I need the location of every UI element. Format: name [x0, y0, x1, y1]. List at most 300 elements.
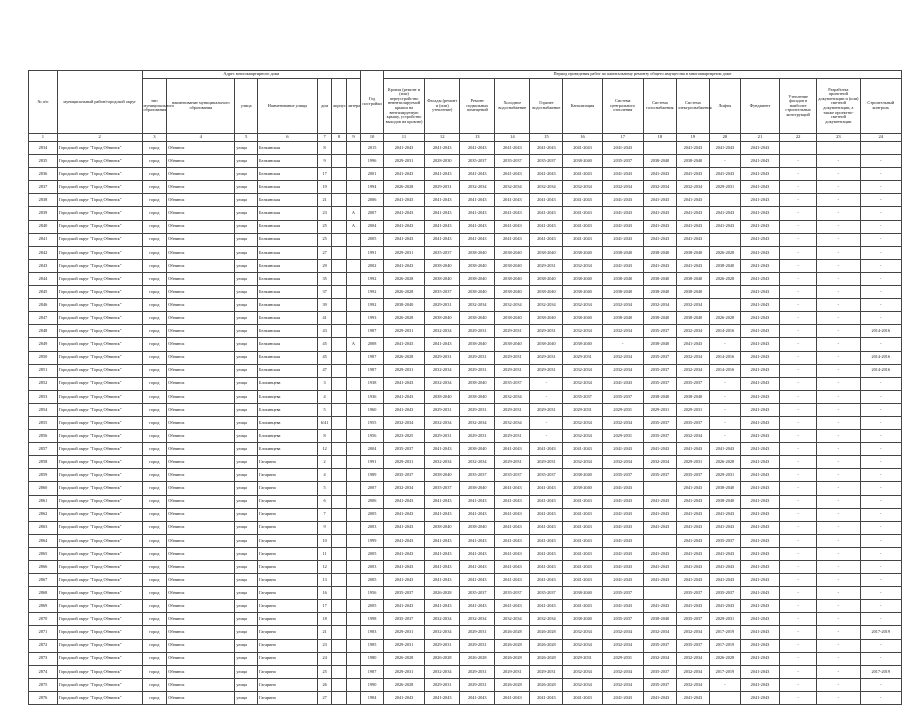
table-cell: 2029-2031 [460, 639, 495, 652]
table-cell: 2041-2043 [676, 521, 709, 534]
column-header: Разработка проектной документации и (или) сметной документации, а также проектно-сметной документации [817, 79, 860, 134]
table-cell: 2041-2043 [383, 691, 424, 704]
table-cell: 2845 [29, 286, 58, 299]
table-cell: Блохинцева [258, 430, 318, 443]
table-cell: 2026-2028 [383, 312, 424, 325]
table-cell: 2032-2034 [643, 299, 676, 312]
table-cell: 2041-2043 [425, 338, 460, 351]
table-cell: - [709, 338, 740, 351]
table-cell: 2032-2034 [563, 456, 602, 469]
table-cell: - [817, 600, 860, 613]
table-cell [709, 233, 740, 246]
table-cell: Гагарина [258, 691, 318, 704]
table-cell [332, 220, 346, 233]
table-cell: - [780, 351, 817, 364]
table-cell: 2029-2031 [530, 456, 563, 469]
table-cell: 2035-2037 [643, 678, 676, 691]
table-cell: - [780, 469, 817, 482]
table-cell: 2041-2043 [460, 561, 495, 574]
table-cell: - [817, 220, 860, 233]
table-row [29, 430, 902, 443]
table-cell [346, 665, 360, 678]
table-cell: 2026-2028 [383, 272, 424, 285]
table-cell: 11 [317, 547, 331, 560]
table-cell: 2041-2043 [740, 495, 779, 508]
table-cell: 2041-2043 [425, 220, 460, 233]
table-cell [346, 652, 360, 665]
table-cell: 2859 [29, 469, 58, 482]
table-cell: 2032-2034 [460, 613, 495, 626]
table-cell: 1956 [361, 430, 384, 443]
table-row [29, 691, 902, 704]
table-cell: 45 [317, 338, 331, 351]
table-cell [332, 181, 346, 194]
table-cell: 2041-2043 [602, 220, 643, 233]
table-cell: - [780, 482, 817, 495]
table-cell: 2038-2040 [676, 246, 709, 259]
table-cell: 2029-2031 [530, 325, 563, 338]
table-cell: улица [235, 390, 258, 403]
table-cell: 2029-2031 [709, 613, 740, 626]
table-cell: город [142, 416, 167, 429]
table-cell: улица [235, 587, 258, 600]
table-cell [346, 495, 360, 508]
table-cell [346, 142, 360, 155]
table-cell: 2041-2043 [740, 430, 779, 443]
table-cell: 2041-2043 [602, 482, 643, 495]
table-cell: 2041-2043 [460, 534, 495, 547]
table-cell: - [530, 377, 563, 390]
table-cell: Обнинск [167, 600, 235, 613]
table-cell: - [817, 325, 860, 338]
table-cell: - [860, 600, 901, 613]
table-cell: улица [235, 521, 258, 534]
table-cell: - [817, 416, 860, 429]
table-cell: 2032-2034 [602, 364, 643, 377]
table-cell: улица [235, 416, 258, 429]
table-cell: - [860, 259, 901, 272]
table-cell: Белкинская [258, 299, 318, 312]
table-cell [346, 181, 360, 194]
table-cell: 2026-2028 [530, 626, 563, 639]
table-cell: 2041-2043 [383, 220, 424, 233]
table-cell: - [817, 443, 860, 456]
table-cell: - [780, 246, 817, 259]
table-cell: Гагарина [258, 561, 318, 574]
table-cell: - [860, 403, 901, 416]
table-cell: Гагарина [258, 521, 318, 534]
table-cell: 2029-2031 [530, 665, 563, 678]
table-cell: 2041-2043 [740, 443, 779, 456]
table-cell: 2041-2043 [740, 521, 779, 534]
table-cell: улица [235, 613, 258, 626]
table-cell: 2005 [361, 233, 384, 246]
table-cell: улица [235, 600, 258, 613]
table-cell: - [860, 168, 901, 181]
table-cell: 2041-2043 [740, 272, 779, 285]
column-number-cell: 5 [235, 134, 258, 142]
table-cell: 2032-2034 [530, 181, 563, 194]
table-cell: 2870 [29, 613, 58, 626]
table-cell [643, 534, 676, 547]
table-cell: 5 [317, 482, 331, 495]
table-cell: 2015 [361, 142, 384, 155]
table-cell: 2035-2037 [676, 377, 709, 390]
table-cell: 2855 [29, 416, 58, 429]
table-cell: улица [235, 194, 258, 207]
table-cell: 2041-2043 [709, 600, 740, 613]
table-cell: город [142, 600, 167, 613]
column-number-cell: 18 [643, 134, 676, 142]
table-cell: 1938 [361, 377, 384, 390]
table-cell: 2041-2043 [530, 482, 563, 495]
table-cell [346, 456, 360, 469]
table-cell: город [142, 691, 167, 704]
table-cell: 2032-2034 [425, 613, 460, 626]
table-cell: 2041-2043 [563, 495, 602, 508]
table-cell: Гагарина [258, 652, 318, 665]
table-cell: 2003 [361, 561, 384, 574]
table-cell: 2038-2040 [643, 286, 676, 299]
table-cell: 2029-2031 [425, 430, 460, 443]
table-cell: - [780, 547, 817, 560]
table-row [29, 639, 902, 652]
table-cell: Гагарина [258, 613, 318, 626]
table-cell: Городской округ "Город Обнинск" [57, 155, 142, 168]
table-cell: Гагарина [258, 456, 318, 469]
table-cell: 2038-2040 [425, 312, 460, 325]
table-cell: 2876 [29, 691, 58, 704]
table-cell: 2032-2034 [495, 416, 530, 429]
table-cell: Белкинская [258, 168, 318, 181]
table-cell: 2032-2034 [563, 416, 602, 429]
table-cell: 2035-2037 [530, 469, 563, 482]
table-cell: Белкинская [258, 286, 318, 299]
table-cell: - [817, 587, 860, 600]
table-cell: город [142, 547, 167, 560]
table-cell: Обнинск [167, 665, 235, 678]
table-cell: Обнинск [167, 626, 235, 639]
table-cell: 2041-2043 [460, 547, 495, 560]
table-cell: Гагарина [258, 626, 318, 639]
table-cell: Городской округ "Город Обнинск" [57, 194, 142, 207]
table-cell: 2041-2043 [709, 142, 740, 155]
table-cell: - [817, 456, 860, 469]
table-cell: город [142, 312, 167, 325]
table-cell: - [780, 626, 817, 639]
table-cell: 21 [317, 626, 331, 639]
table-cell [332, 168, 346, 181]
table-cell: Обнинск [167, 443, 235, 456]
table-row [29, 482, 902, 495]
table-cell: город [142, 194, 167, 207]
table-cell [346, 272, 360, 285]
table-cell: 2029-2031 [460, 364, 495, 377]
table-cell: 2038-2040 [602, 312, 643, 325]
table-cell: 2038-2040 [602, 246, 643, 259]
table-cell: 2041-2043 [709, 561, 740, 574]
table-cell: 2041-2043 [495, 600, 530, 613]
table-cell: город [142, 181, 167, 194]
table-cell: 2032-2034 [425, 626, 460, 639]
table-cell: - [860, 220, 901, 233]
table-cell: 2041-2043 [740, 142, 779, 155]
table-cell: 2041-2043 [383, 508, 424, 521]
column-number-cell: 4 [167, 134, 235, 142]
table-cell: - [817, 377, 860, 390]
column-header: наименование муниципального образования [167, 79, 235, 134]
table-cell [332, 574, 346, 587]
table-cell: Обнинск [167, 194, 235, 207]
table-cell: 2038-2040 [563, 272, 602, 285]
table-cell: 2038-2040 [676, 155, 709, 168]
table-cell: - [709, 678, 740, 691]
table-cell: - [860, 312, 901, 325]
table-cell: 2041-2043 [740, 220, 779, 233]
table-cell: улица [235, 626, 258, 639]
table-cell: 2041-2043 [425, 574, 460, 587]
table-cell: 39 [317, 299, 331, 312]
table-cell [332, 691, 346, 704]
table-cell: город [142, 652, 167, 665]
table-cell: 2017-2019 [709, 665, 740, 678]
table-cell: - [780, 691, 817, 704]
table-cell: 2029-2031 [460, 678, 495, 691]
table-cell: 2041-2043 [740, 678, 779, 691]
table-cell: - [780, 495, 817, 508]
table-cell: Городской округ "Город Обнинск" [57, 390, 142, 403]
table-cell: 2038-2040 [495, 246, 530, 259]
table-cell: 2032-2034 [530, 299, 563, 312]
table-cell [346, 613, 360, 626]
table-cell: - [860, 416, 901, 429]
table-cell: 2041-2043 [740, 194, 779, 207]
table-cell: 2035-2037 [425, 286, 460, 299]
table-cell: 2029-2031 [709, 181, 740, 194]
column-header: Система электроснабжения [676, 79, 709, 134]
table-cell: 2032-2034 [602, 351, 643, 364]
table-cell: 2041-2043 [740, 312, 779, 325]
table-cell: Обнинск [167, 430, 235, 443]
table-cell: Городской округ "Город Обнинск" [57, 299, 142, 312]
table-cell: 2038-2040 [643, 155, 676, 168]
table-cell: улица [235, 155, 258, 168]
table-cell: 2041-2043 [643, 691, 676, 704]
table-cell: улица [235, 364, 258, 377]
table-cell [332, 286, 346, 299]
table-cell [332, 246, 346, 259]
table-row [29, 678, 902, 691]
table-cell: 2041-2043 [643, 233, 676, 246]
table-cell: 27 [317, 691, 331, 704]
table-cell: 2029-2031 [495, 364, 530, 377]
table-cell: Городской округ "Город Обнинск" [57, 220, 142, 233]
table-cell [346, 534, 360, 547]
table-cell: Городской округ "Город Обнинск" [57, 181, 142, 194]
table-cell: 2026-2028 [709, 246, 740, 259]
table-cell: Белкинская [258, 364, 318, 377]
table-cell: Городской округ "Город Обнинск" [57, 652, 142, 665]
table-cell [332, 233, 346, 246]
table-cell: 2041-2043 [425, 691, 460, 704]
table-cell [346, 377, 360, 390]
table-cell: 8 [317, 430, 331, 443]
table-cell: город [142, 338, 167, 351]
table-cell: Обнинск [167, 168, 235, 181]
table-cell: город [142, 469, 167, 482]
table-cell: 2035-2037 [495, 587, 530, 600]
table-cell: 2038-2040 [563, 155, 602, 168]
column-header: Горячее водоснабжение [530, 79, 563, 134]
table-cell: Обнинск [167, 272, 235, 285]
table-cell: А [346, 338, 360, 351]
table-cell: 1955 [361, 416, 384, 429]
table-cell: 2038-2040 [460, 259, 495, 272]
table-cell: 2041-2043 [643, 443, 676, 456]
table-cell: 2848 [29, 325, 58, 338]
table-cell: 2041-2043 [460, 495, 495, 508]
table-cell: - [780, 534, 817, 547]
table-cell: 2041-2043 [563, 207, 602, 220]
table-cell: 2041-2043 [740, 639, 779, 652]
table-cell: 2035-2037 [383, 613, 424, 626]
table-cell [332, 508, 346, 521]
table-cell: 2032-2034 [676, 299, 709, 312]
table-cell: Городской округ "Город Обнинск" [57, 456, 142, 469]
table-cell: 2041-2043 [643, 574, 676, 587]
table-row [29, 155, 902, 168]
table-cell: 2038-2040 [643, 272, 676, 285]
table-cell: - [780, 521, 817, 534]
table-cell [780, 142, 817, 155]
table-cell: Гагарина [258, 469, 318, 482]
table-cell: Обнинск [167, 652, 235, 665]
table-cell: Обнинск [167, 534, 235, 547]
table-cell: 2041-2043 [740, 665, 779, 678]
table-cell: 8 [317, 142, 331, 155]
column-number-cell: 16 [563, 134, 602, 142]
table-cell: 2872 [29, 639, 58, 652]
table-cell: Белкинская [258, 181, 318, 194]
table-cell: 2041-2043 [676, 691, 709, 704]
table-cell: 2041-2043 [602, 142, 643, 155]
table-cell: Обнинск [167, 155, 235, 168]
table-cell: - [780, 299, 817, 312]
table-cell: Городской округ "Город Обнинск" [57, 574, 142, 587]
table-cell [346, 547, 360, 560]
table-cell: 2038-2040 [563, 246, 602, 259]
table-cell: улица [235, 508, 258, 521]
column-header: Фундамент [740, 79, 779, 134]
table-cell: 2035-2037 [643, 639, 676, 652]
table-cell: 17 [317, 600, 331, 613]
table-cell: 2041-2043 [495, 168, 530, 181]
table-row [29, 587, 902, 600]
table-cell: город [142, 233, 167, 246]
table-cell [332, 547, 346, 560]
table-cell: 2041-2043 [602, 691, 643, 704]
table-cell: 17 [317, 168, 331, 181]
table-cell: 2026-2028 [460, 652, 495, 665]
table-cell: 37 [317, 286, 331, 299]
table-cell: 2032-2034 [602, 678, 643, 691]
table-cell [346, 639, 360, 652]
table-cell: 1991 [361, 246, 384, 259]
table-cell: улица [235, 259, 258, 272]
column-header: литера [346, 79, 360, 134]
table-cell: 2035-2037 [530, 155, 563, 168]
table-cell: 2041-2043 [602, 547, 643, 560]
table-cell: - [860, 469, 901, 482]
table-cell: 2005 [361, 547, 384, 560]
table-cell: улица [235, 469, 258, 482]
table-cell: Обнинск [167, 547, 235, 560]
table-cell: 2038-2040 [460, 312, 495, 325]
header-row [29, 79, 902, 134]
table-cell: 2029-2031 [495, 351, 530, 364]
table-cell: - [817, 338, 860, 351]
table-cell: 2041-2043 [740, 338, 779, 351]
table-cell: 1987 [361, 351, 384, 364]
table-cell [332, 155, 346, 168]
table-cell: город [142, 678, 167, 691]
table-cell: 2032-2034 [676, 652, 709, 665]
table-cell: 13 [317, 574, 331, 587]
table-cell: - [602, 338, 643, 351]
table-row [29, 207, 902, 220]
table-cell [332, 678, 346, 691]
table-cell: Городской округ "Город Обнинск" [57, 259, 142, 272]
table-cell: 2003 [361, 521, 384, 534]
table-cell [346, 364, 360, 377]
table-cell: 2038-2040 [460, 482, 495, 495]
table-cell: 2032-2034 [425, 416, 460, 429]
table-cell: 2041-2043 [740, 613, 779, 626]
table-cell: улица [235, 325, 258, 338]
table-cell: город [142, 574, 167, 587]
table-cell: Городской округ "Город Обнинск" [57, 639, 142, 652]
table-cell: улица [235, 246, 258, 259]
table-cell: 2041-2043 [676, 194, 709, 207]
table-cell: 2032-2034 [602, 325, 643, 338]
table-cell: 2038-2040 [602, 286, 643, 299]
address-group-header: Адрес многоквартирного дома [142, 71, 361, 79]
table-cell: 2041-2043 [425, 142, 460, 155]
table-cell: 2838 [29, 194, 58, 207]
column-number-cell: 3 [142, 134, 167, 142]
table-cell: 2038-2040 [460, 338, 495, 351]
table-cell: - [780, 312, 817, 325]
table-cell: 2867 [29, 574, 58, 587]
table-cell: улица [235, 495, 258, 508]
table-cell: 2032-2034 [602, 626, 643, 639]
table-cell: 2041-2043 [740, 600, 779, 613]
table-cell: улица [235, 220, 258, 233]
table-cell: 2041-2043 [425, 443, 460, 456]
table-cell: 2023-2025 [383, 430, 424, 443]
table-cell: Городской округ "Город Обнинск" [57, 168, 142, 181]
table-row [29, 495, 902, 508]
table-cell: 2041-2043 [643, 259, 676, 272]
table-cell: 2029-2031 [383, 665, 424, 678]
table-cell: город [142, 521, 167, 534]
table-cell [346, 443, 360, 456]
table-cell: 2032-2034 [676, 181, 709, 194]
table-cell: Обнинск [167, 220, 235, 233]
table-cell: 2026-2028 [495, 678, 530, 691]
table-cell: 2041-2043 [460, 233, 495, 246]
table-cell: 16 [317, 587, 331, 600]
